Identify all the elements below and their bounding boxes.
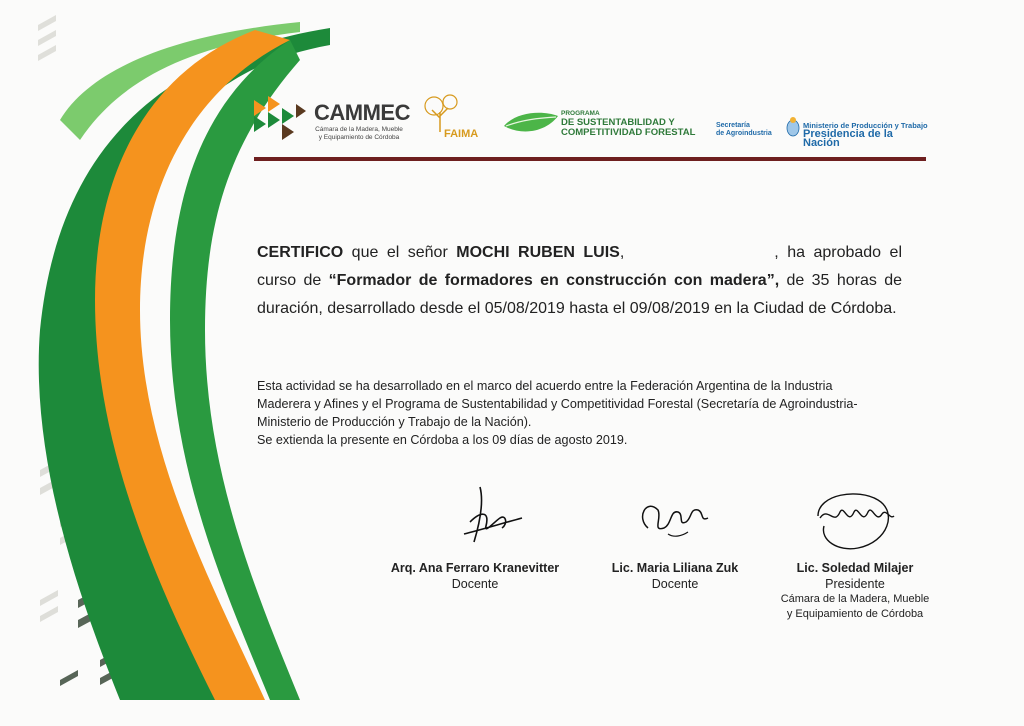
signer-3-name: Lic. Soledad Milajer: [796, 561, 914, 575]
signer-3-org-line1: Cámara de la Madera, Mueble: [780, 593, 930, 605]
ministerio-line2: Presidencia de la Nación: [803, 128, 893, 149]
recipient-name: MOCHI RUBEN LUIS: [456, 244, 620, 261]
cammec-subtitle-line1: Cámara de la Madera, Mueble: [315, 126, 403, 133]
certifico-word: CERTIFICO: [257, 244, 344, 261]
signature-1-scribble: [450, 482, 530, 562]
faima-name: FAIMA: [444, 128, 479, 140]
cammec-name: CAMMEC: [314, 100, 410, 125]
activity-line-4: Se extienda la presente en Córdoba a los 09 días de agosto 2019.: [257, 433, 628, 447]
cammec-subtitle: [314, 126, 404, 142]
certificate-approved: , ha aprobado el curso de: [257, 244, 902, 289]
signer-1-role: Docente: [451, 577, 499, 591]
signer-3-role: Presidente: [825, 577, 885, 591]
national-shield-icon: [786, 116, 800, 138]
name-comma: ,: [619, 244, 625, 261]
activity-line-1: Esta actividad se ha desarrollado en el marco del acuerdo entre la Federación Argentina de la Industria: [257, 379, 833, 393]
ministerio-line1: Ministerio de Producción y Trabajo: [803, 121, 928, 130]
cammec-subtitle-line2: y Equipamiento de Córdoba: [318, 134, 400, 141]
activity-line-3: Ministerio de Producción y Trabajo de la Nación).: [257, 415, 532, 429]
programa-title: [561, 118, 695, 138]
ministerio-label: [803, 121, 930, 148]
signer-3-org-line2: y Equipamiento de Córdoba: [786, 608, 924, 620]
signer-2-name: Lic. Maria Liliana Zuk: [611, 561, 739, 575]
signature-2-scribble: [628, 488, 718, 548]
programa-leaf-icon: [502, 110, 560, 136]
signature-block-2: [590, 560, 760, 592]
activity-paragraph: [257, 377, 929, 449]
course-title: “Formador de formadores en construcción con madera”,: [328, 272, 780, 289]
signer-2-role: Docente: [651, 577, 699, 591]
signature-block-1: [380, 560, 570, 592]
certificate-details: de 35 horas de duración, desarrollado desde el 05/08/2019 hasta el 09/08/2019 en la Ciudad de Córdoba.: [257, 272, 903, 317]
secretaria-line1: Secretaría: [716, 122, 750, 129]
activity-line-2: Maderera y Afines y el Programa de Sustentabilidad y Competitividad Forestal (Secretaría de Agroindustria-: [257, 397, 858, 411]
certificate-statement: [257, 239, 902, 323]
certificate-intro: que el señor: [343, 244, 457, 261]
signature-block-3: [770, 560, 940, 622]
signature-3-scribble: [808, 486, 900, 556]
secretaria-label: [716, 122, 772, 138]
secretaria-line2: de Agroindustria: [716, 130, 772, 137]
header-logos: [250, 92, 930, 152]
signer-1-name: Arq. Ana Ferraro Kranevitter: [390, 561, 560, 575]
programa-line2: COMPETITIVIDAD FORESTAL: [561, 127, 696, 138]
header-rule: [254, 157, 926, 161]
programa-label: PROGRAMA: [561, 110, 600, 117]
faima-logo-icon: [416, 92, 466, 132]
cammec-logo-icon: [250, 94, 308, 142]
programa-line1: DE SUSTENTABILIDAD Y: [561, 117, 675, 128]
